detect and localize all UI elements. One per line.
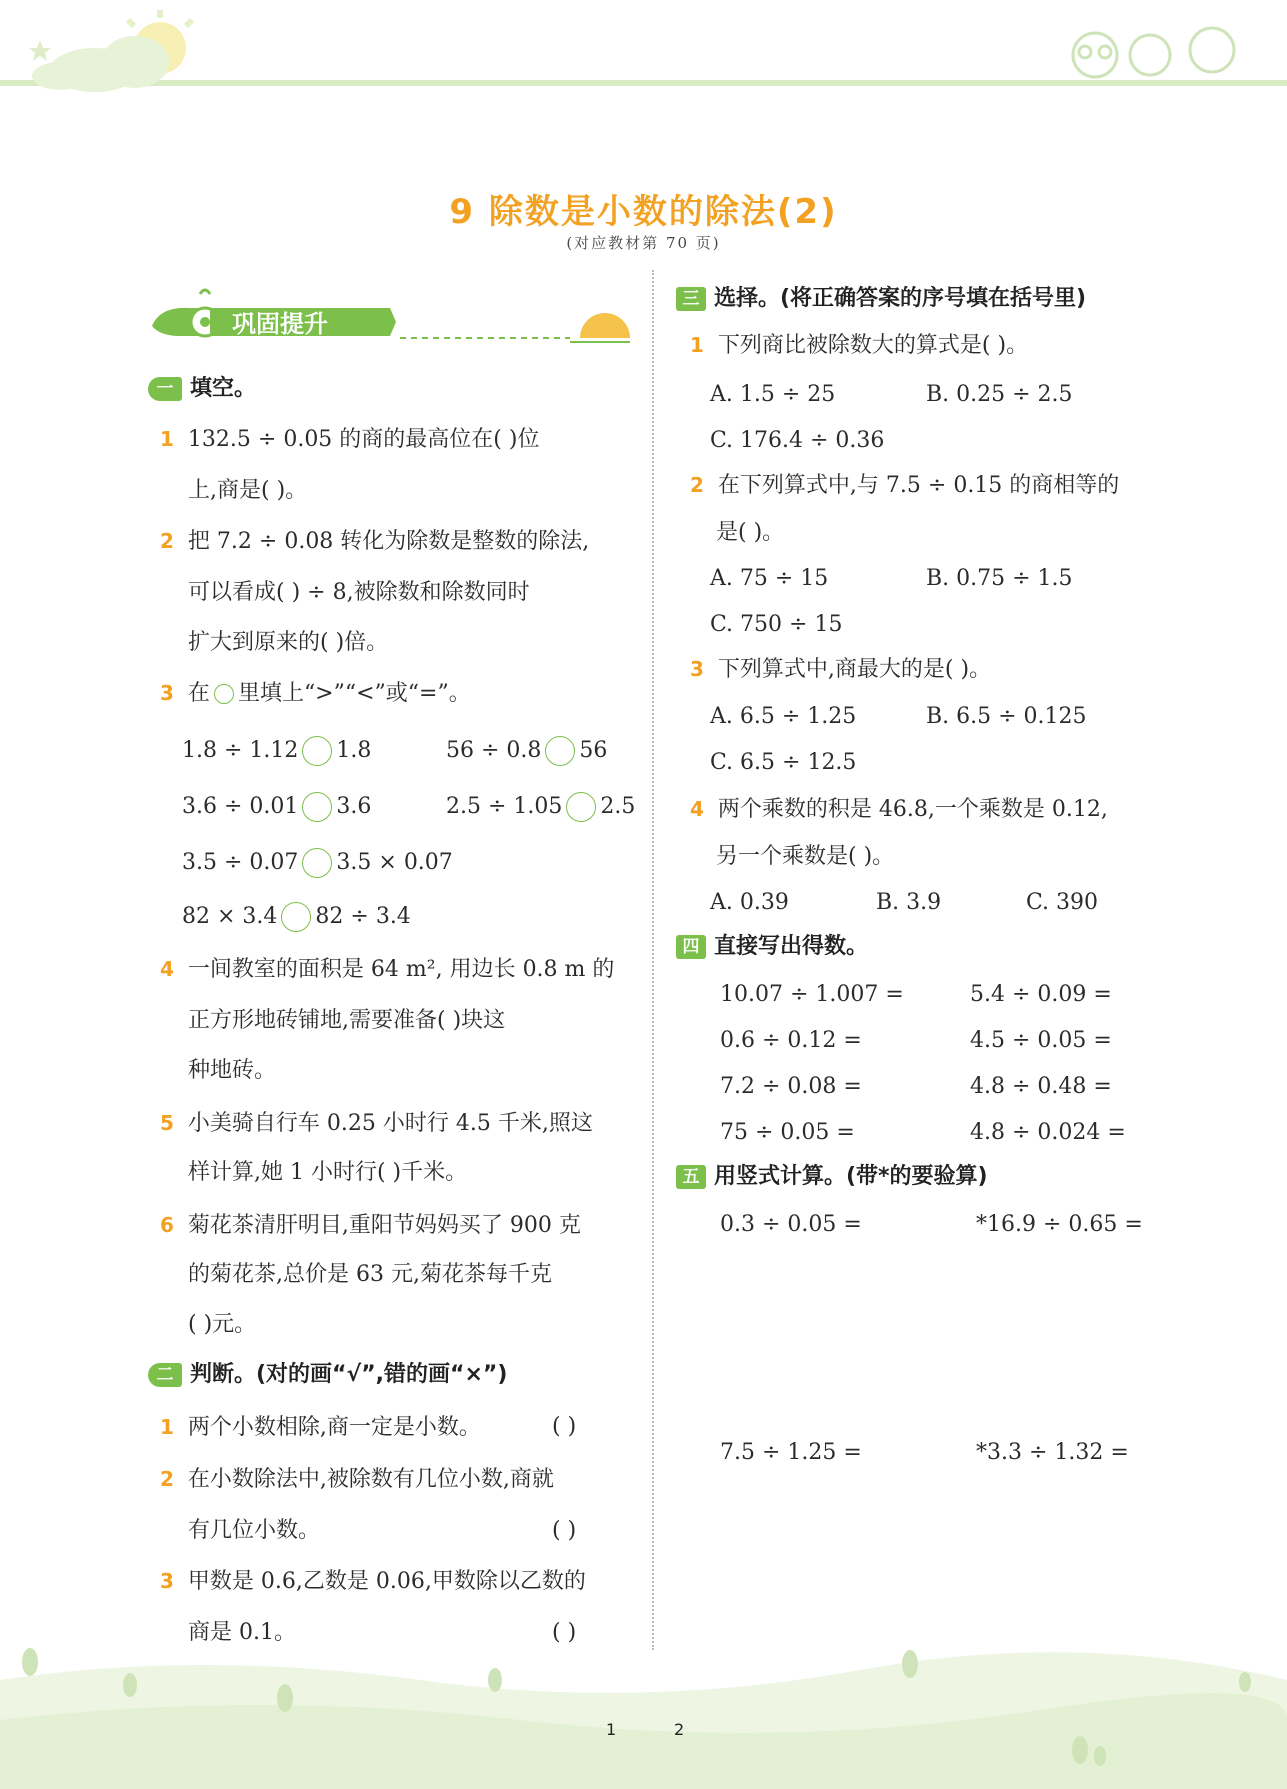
vertical-item: 7.5 ÷ 1.25 =: [720, 1440, 862, 1465]
direct-item: 7.2 ÷ 0.08 =: [720, 1074, 862, 1099]
judge-3-line-1: 3 甲数是 0.6,乙数是 0.06,甲数除以乙数的: [160, 1569, 586, 1594]
judge-2-line-2: 有几位小数。: [188, 1518, 321, 1543]
question-2-line-3: 扩大到原来的( )倍。: [188, 630, 389, 655]
choice-4-option-c[interactable]: C. 390: [1026, 890, 1099, 915]
choice-4-option-b[interactable]: B. 3.9: [876, 890, 942, 915]
vertical-item: *16.9 ÷ 0.65 =: [976, 1212, 1143, 1237]
page-title: 9 除数是小数的除法(2): [449, 192, 838, 232]
choice-2-option-c[interactable]: C. 750 ÷ 15: [710, 612, 843, 637]
section-badge: 四: [676, 935, 706, 959]
question-5-line-2: 样计算,她 1 小时行( )千米。: [188, 1160, 468, 1185]
direct-item: 0.6 ÷ 0.12 =: [720, 1028, 862, 1053]
page-subtitle: (对应教材第 70 页): [566, 234, 721, 252]
question-6-line-2: 的菊花茶,总价是 63 元,菊花茶每千克: [188, 1262, 552, 1287]
question-6-line-3: ( )元。: [188, 1312, 257, 1337]
compare-circle[interactable]: [281, 902, 311, 932]
judge-1-answer[interactable]: ( ): [552, 1414, 577, 1439]
vertical-item: *3.3 ÷ 1.32 =: [976, 1440, 1129, 1465]
section-title: 填空。: [190, 376, 257, 401]
question-1-line-1: 1 132.5 ÷ 0.05 的商的最高位在( )位: [160, 427, 540, 452]
bottom-hills-decoration: [0, 1640, 1287, 1789]
compare-1: 1.8 ÷ 1.12 1.8: [182, 736, 371, 766]
top-decoration: [0, 0, 1287, 100]
choice-2-option-b[interactable]: B. 0.75 ÷ 1.5: [926, 566, 1073, 591]
choice-4-stem-1: 4 两个乘数的积是 46.8,一个乘数是 0.12,: [690, 797, 1108, 822]
question-1-line-2: 上,商是( )。: [188, 478, 308, 503]
section-title: 直接写出得数。: [714, 934, 869, 959]
judge-2-answer[interactable]: ( ): [552, 1518, 577, 1543]
compare-circle[interactable]: [302, 792, 332, 822]
vertical-item: 0.3 ÷ 0.05 =: [720, 1212, 862, 1237]
section-badge: 五: [676, 1165, 706, 1189]
judge-3-answer[interactable]: ( ): [552, 1620, 577, 1645]
compare-circle[interactable]: [566, 792, 596, 822]
section-fill-blank: [148, 376, 256, 402]
compare-2: 56 ÷ 0.8 56: [446, 736, 607, 766]
banner-text: 巩固提升: [232, 310, 328, 338]
choice-4-stem-2: 另一个乘数是( )。: [716, 844, 895, 869]
section-title: 选择。(将正确答案的序号填在括号里): [714, 286, 1087, 311]
direct-item: 5.4 ÷ 0.09 =: [970, 982, 1112, 1007]
section-title: 判断。(对的画“√”,错的画“×”): [190, 1362, 508, 1387]
sunset-icon: [570, 313, 630, 342]
direct-item: 75 ÷ 0.05 =: [720, 1120, 855, 1145]
question-5-line-1: 5 小美骑自行车 0.25 小时行 4.5 千米,照这: [160, 1111, 593, 1136]
cloud-icon: [32, 36, 169, 92]
choice-3-option-c[interactable]: C. 6.5 ÷ 12.5: [710, 750, 857, 775]
whale-icon: [152, 290, 219, 336]
section-title: 用竖式计算。(带*的要验算): [714, 1164, 988, 1189]
choice-2-stem-1: 2 在下列算式中,与 7.5 ÷ 0.15 的商相等的: [690, 473, 1120, 498]
question-4-line-1: 4 一间教室的面积是 64 m², 用边长 0.8 m 的: [160, 957, 615, 982]
compare-6: 82 × 3.4 82 ÷ 3.4: [182, 902, 411, 932]
section-badge: 一: [148, 377, 182, 401]
column-divider: [652, 270, 654, 1650]
judge-2-line-1: 2 在小数除法中,被除数有几位小数,商就: [160, 1467, 554, 1492]
question-2-line-2: 可以看成( ) ÷ 8,被除数和除数同时: [188, 580, 530, 605]
question-3-line-1: 3 在 里填上“>”“<”或“=”。: [160, 681, 471, 706]
star-icon: [29, 40, 51, 61]
compare-4: 2.5 ÷ 1.05 2.5: [446, 792, 635, 822]
section-choice: [676, 286, 1086, 312]
choice-3-option-b[interactable]: B. 6.5 ÷ 0.125: [926, 704, 1087, 729]
question-4-line-3: 种地砖。: [188, 1058, 277, 1083]
choice-1-option-a[interactable]: A. 1.5 ÷ 25: [710, 382, 836, 407]
banner-consolidate: [150, 286, 630, 346]
question-4-line-2: 正方形地砖铺地,需要准备( )块这: [188, 1008, 506, 1033]
page-number-right: 2: [674, 1720, 685, 1739]
compare-circle[interactable]: [302, 736, 332, 766]
question-6-line-1: 6 菊花茶清肝明目,重阳节妈妈买了 900 克: [160, 1213, 581, 1238]
choice-1-option-b[interactable]: B. 0.25 ÷ 2.5: [926, 382, 1073, 407]
choice-2-option-a[interactable]: A. 75 ÷ 15: [710, 566, 829, 591]
choice-3-option-a[interactable]: A. 6.5 ÷ 1.25: [710, 704, 857, 729]
section-true-false: [148, 1362, 507, 1388]
direct-item: 4.5 ÷ 0.05 =: [970, 1028, 1112, 1053]
direct-item: 4.8 ÷ 0.024 =: [970, 1120, 1126, 1145]
section-badge: 三: [676, 287, 706, 311]
direct-item: 4.8 ÷ 0.48 =: [970, 1074, 1112, 1099]
question-2-line-1: 2 把 7.2 ÷ 0.08 转化为除数是整数的除法,: [160, 529, 590, 554]
animal-faces-icon: [1073, 28, 1234, 77]
direct-item: 10.07 ÷ 1.007 =: [720, 982, 904, 1007]
choice-3-stem: 3 下列算式中,商最大的是( )。: [690, 657, 992, 682]
section-vertical-calc: [676, 1164, 988, 1190]
compare-circle[interactable]: [302, 848, 332, 878]
choice-4-option-a[interactable]: A. 0.39: [710, 890, 789, 915]
page-number-left: 1: [606, 1720, 617, 1739]
judge-1: 1 两个小数相除,商一定是小数。: [160, 1415, 481, 1440]
compare-3: 3.6 ÷ 0.01 3.6: [182, 792, 371, 822]
choice-1-stem: 1 下列商比被除数大的算式是( )。: [690, 333, 1029, 358]
compare-circle[interactable]: [545, 736, 575, 766]
circle-blank-icon: [214, 684, 234, 704]
choice-1-option-c[interactable]: C. 176.4 ÷ 0.36: [710, 428, 885, 453]
section-badge: 二: [148, 1363, 182, 1387]
choice-2-stem-2: 是( )。: [716, 520, 785, 545]
judge-3-line-2: 商是 0.1。: [188, 1620, 296, 1645]
section-direct-answer: [676, 934, 868, 960]
compare-5: 3.5 ÷ 0.07 3.5 × 0.07: [182, 848, 453, 878]
